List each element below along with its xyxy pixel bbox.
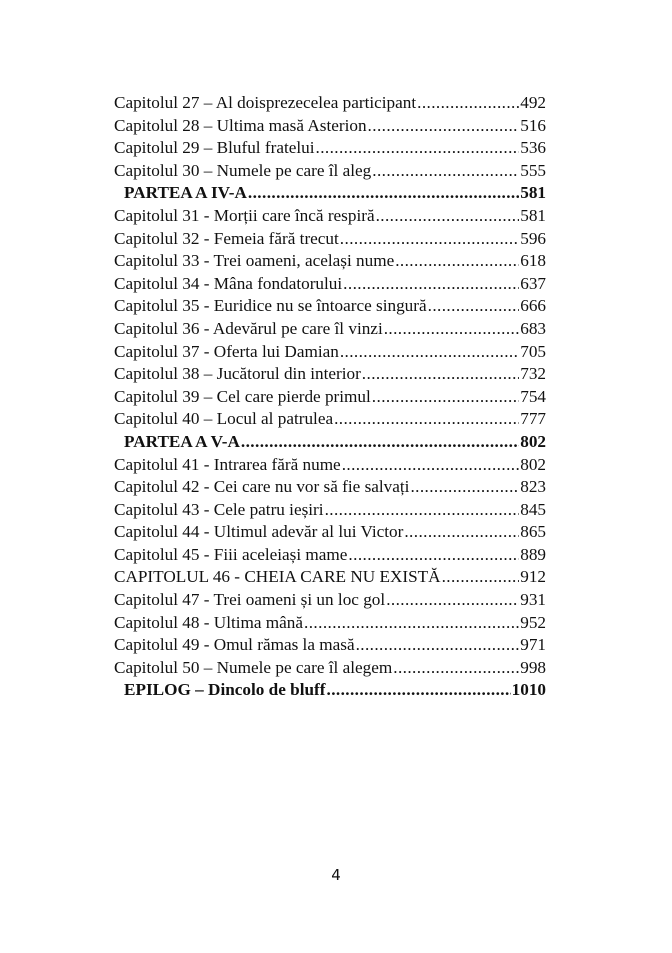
toc-entry-title: Capitolul 41 - Intrarea fără nume bbox=[114, 454, 341, 474]
toc-entry-title: Capitolul 28 – Ultima masă Asterion bbox=[114, 115, 367, 135]
toc-entry-page: 823 bbox=[520, 477, 546, 497]
toc-entry-page: 865 bbox=[520, 522, 546, 542]
toc-entry-title: Capitolul 50 – Numele pe care îl alegem bbox=[114, 657, 393, 677]
toc-entry-page: 777 bbox=[520, 409, 546, 429]
toc-entry bbox=[114, 295, 546, 318]
toc-entry-page: 754 bbox=[520, 386, 546, 406]
toc-entry-title: Capitolul 39 – Cel care pierde primul bbox=[114, 386, 371, 406]
toc-entry-page: 555 bbox=[520, 160, 546, 180]
toc-entry-title: Capitolul 47 - Trei oameni și un loc gol bbox=[114, 590, 386, 610]
toc-part-heading bbox=[114, 679, 546, 702]
toc-entry-title: Capitolul 45 - Fiii aceleiași mame bbox=[114, 544, 348, 564]
toc-entry bbox=[114, 499, 546, 522]
toc-entry bbox=[114, 454, 546, 477]
toc-entry-page: 998 bbox=[520, 657, 546, 677]
toc-entry bbox=[114, 341, 546, 364]
toc-entry-page: 931 bbox=[520, 590, 546, 610]
toc-entry-title: CAPITOLUL 46 - CHEIA CARE NU EXISTĂ bbox=[114, 567, 441, 587]
toc-entry-page: 952 bbox=[520, 612, 546, 632]
toc-leader-dots bbox=[384, 318, 520, 341]
toc-leader-dots bbox=[417, 92, 519, 115]
toc-entry-title: Capitolul 32 - Femeia fără trecut bbox=[114, 228, 339, 248]
toc-leader-dots bbox=[334, 408, 519, 431]
toc-entry-page: 1010 bbox=[511, 680, 546, 700]
toc-entry-page: 666 bbox=[520, 296, 546, 316]
toc-part-heading bbox=[114, 182, 546, 205]
toc-entry-page: 581 bbox=[520, 183, 546, 203]
toc-leader-dots bbox=[241, 431, 519, 454]
toc-entry bbox=[114, 566, 546, 589]
toc-entry-title: Capitolul 44 - Ultimul adevăr al lui Victor bbox=[114, 522, 404, 542]
toc-entry-page: 971 bbox=[520, 635, 546, 655]
toc-entry-page: 596 bbox=[520, 228, 546, 248]
toc-entry bbox=[114, 408, 546, 431]
toc-leader-dots bbox=[393, 657, 519, 680]
toc-entry-page: 912 bbox=[520, 567, 546, 587]
toc-leader-dots bbox=[372, 386, 519, 409]
toc-entry-page: 732 bbox=[520, 364, 546, 384]
toc-entry bbox=[114, 634, 546, 657]
toc-entry bbox=[114, 137, 546, 160]
toc-entry bbox=[114, 115, 546, 138]
toc-entry-title: Capitolul 42 - Cei care nu vor să fie salvați bbox=[114, 477, 410, 497]
toc-entry-page: 802 bbox=[520, 431, 546, 451]
toc-entry-title: Capitolul 48 - Ultima mână bbox=[114, 612, 304, 632]
toc-entry-title: Capitolul 27 – Al doisprezecelea participant bbox=[114, 93, 417, 112]
toc-entry-title: Capitolul 40 – Locul al patrulea bbox=[114, 409, 334, 429]
toc-entry-title: Capitolul 30 – Numele pe care îl aleg bbox=[114, 160, 372, 180]
toc-leader-dots bbox=[442, 566, 520, 589]
toc-leader-dots bbox=[343, 273, 519, 296]
toc-leader-dots bbox=[428, 295, 520, 318]
toc-entry-title: Capitolul 49 - Omul rămas la masă bbox=[114, 635, 355, 655]
toc-entry bbox=[114, 386, 546, 409]
toc-entry-page: 683 bbox=[520, 318, 546, 338]
toc-entry-title: Capitolul 35 - Euridice nu se întoarce singură bbox=[114, 296, 427, 316]
toc-leader-dots bbox=[386, 589, 519, 612]
toc-entry-title: Capitolul 33 - Trei oameni, același nume bbox=[114, 251, 395, 271]
toc-entry-title: PARTEA A V-A bbox=[124, 431, 240, 451]
toc-entry bbox=[114, 589, 546, 612]
toc-entry-page: 536 bbox=[520, 138, 546, 158]
toc-entry-page: 581 bbox=[520, 205, 546, 225]
toc-leader-dots bbox=[362, 363, 519, 386]
toc-leader-dots bbox=[340, 341, 519, 364]
toc-entry bbox=[114, 228, 546, 251]
toc-entry-title: EPILOG – Dincolo de bluff bbox=[124, 680, 326, 700]
toc-part-heading bbox=[114, 431, 546, 454]
toc-entry-title: Capitolul 38 – Jucătorul din interior bbox=[114, 364, 361, 384]
toc-entry-title: Capitolul 31 - Morții care încă respiră bbox=[114, 205, 375, 225]
toc-leader-dots bbox=[356, 634, 520, 657]
toc-entry bbox=[114, 318, 546, 341]
toc-entry bbox=[114, 250, 546, 273]
toc-entry bbox=[114, 205, 546, 228]
toc-leader-dots bbox=[404, 521, 519, 544]
toc-entry bbox=[114, 273, 546, 296]
toc-entry-page: 802 bbox=[520, 454, 546, 474]
toc-entry-title: Capitolul 36 - Adevărul pe care îl vinzi bbox=[114, 318, 383, 338]
toc-leader-dots bbox=[340, 228, 519, 251]
toc-entry-page: 516 bbox=[520, 115, 546, 135]
toc-entry-title: Capitolul 29 – Bluful fratelui bbox=[114, 138, 315, 158]
toc-leader-dots bbox=[368, 115, 520, 138]
toc-entry bbox=[114, 92, 546, 115]
toc-entry bbox=[114, 476, 546, 499]
toc-entry-title: Capitolul 43 - Cele patru ieșiri bbox=[114, 499, 324, 519]
toc-leader-dots bbox=[372, 160, 519, 183]
toc-leader-dots bbox=[410, 476, 519, 499]
toc-leader-dots bbox=[376, 205, 520, 228]
toc-entry-title: PARTEA A IV-A bbox=[124, 183, 247, 203]
toc-entry bbox=[114, 521, 546, 544]
toc-entry-page: 637 bbox=[520, 273, 546, 293]
toc-entry-page: 889 bbox=[520, 544, 546, 564]
toc-leader-dots bbox=[348, 544, 519, 567]
toc-entry bbox=[114, 612, 546, 635]
toc-leader-dots bbox=[325, 499, 520, 522]
toc-leader-dots bbox=[395, 250, 519, 273]
toc-leader-dots bbox=[248, 182, 519, 205]
toc-entry bbox=[114, 363, 546, 386]
toc-leader-dots bbox=[327, 679, 511, 702]
toc-entry bbox=[114, 657, 546, 680]
table-of-contents bbox=[114, 92, 546, 702]
toc-entry-page: 492 bbox=[520, 93, 546, 112]
page-number: 4 bbox=[331, 866, 341, 884]
toc-entry bbox=[114, 160, 546, 183]
toc-leader-dots bbox=[342, 454, 520, 477]
toc-entry-page: 618 bbox=[520, 251, 546, 271]
toc-leader-dots bbox=[304, 612, 519, 635]
toc-leader-dots bbox=[316, 137, 520, 160]
toc-entry-title: Capitolul 37 - Oferta lui Damian bbox=[114, 341, 339, 361]
toc-entry-title: Capitolul 34 - Mâna fondatorului bbox=[114, 273, 343, 293]
toc-entry-page: 705 bbox=[520, 341, 546, 361]
toc-entry bbox=[114, 544, 546, 567]
toc-entry-page: 845 bbox=[520, 499, 546, 519]
